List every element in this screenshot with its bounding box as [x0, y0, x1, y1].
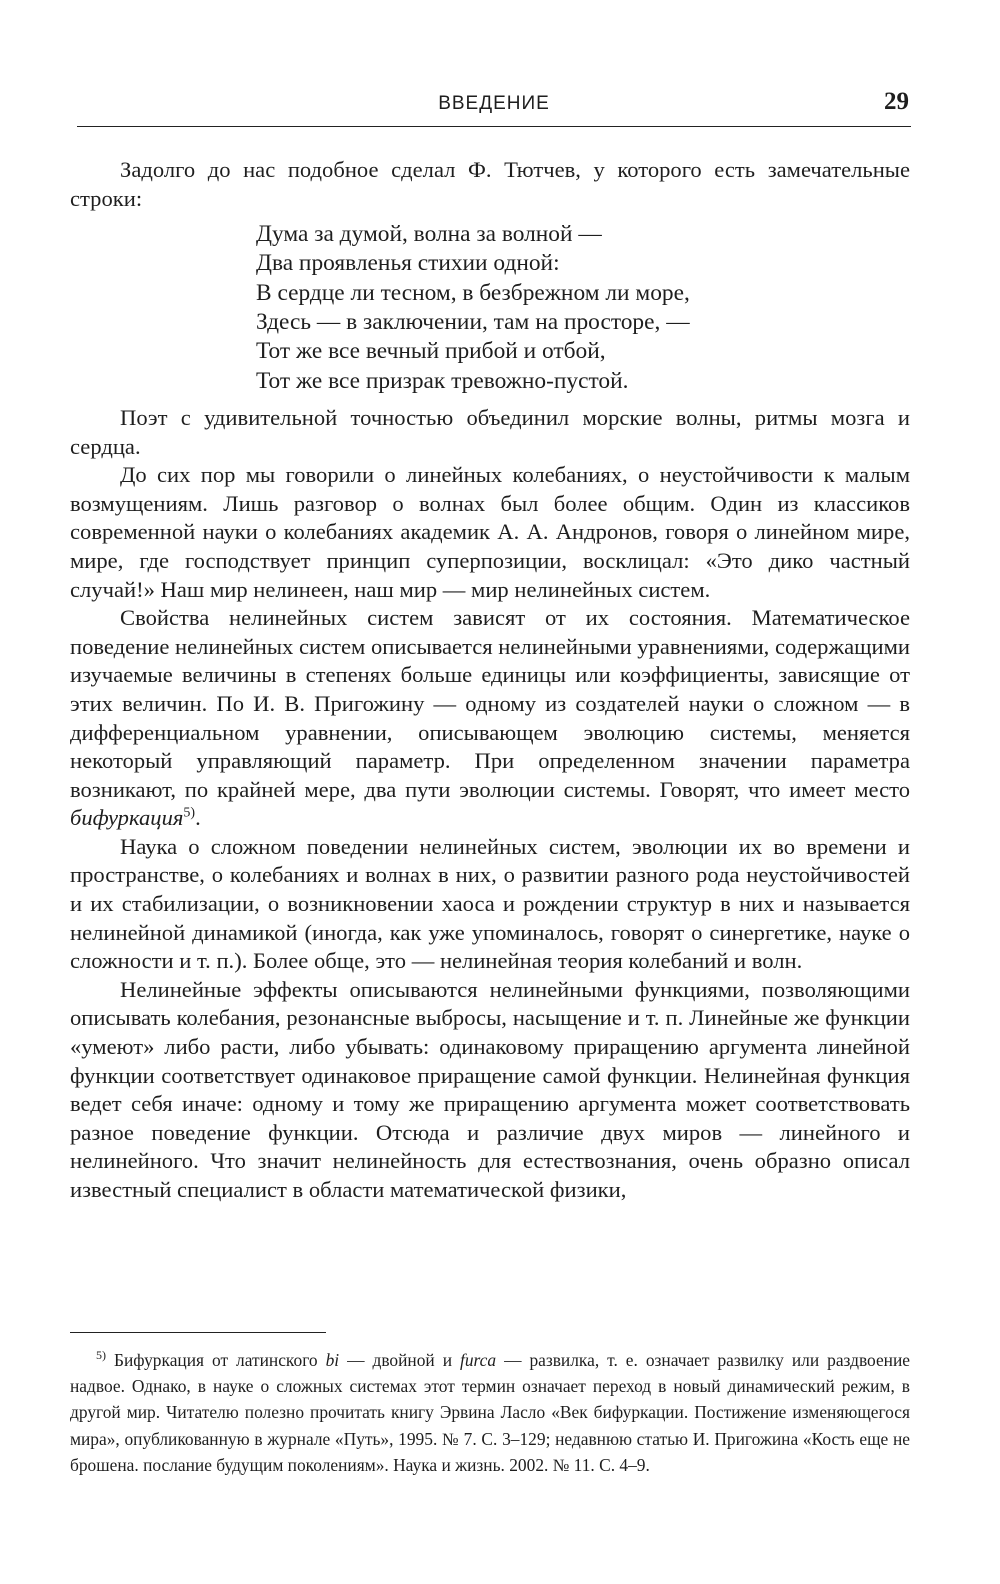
tyutchev-poem [70, 220, 910, 396]
footnote-mark: 5) [96, 1348, 106, 1363]
running-head [77, 88, 911, 127]
paragraph-bifurcation [70, 604, 910, 833]
footnote-divider [70, 1332, 326, 1333]
paragraph-poet: Поэт с удивительной точностью объединил морские волны, ритмы мозга и сердца. [70, 404, 910, 459]
sentence-end: . [195, 805, 201, 831]
latin-bi: bi [325, 1350, 340, 1370]
poem-line: В сердце ли тесном, в безбрежном ли море, [256, 279, 690, 306]
bifurcation-term: бифуркация [70, 805, 184, 831]
poem-line: Здесь — в заключении, там на просторе, — [256, 309, 690, 336]
footnote-text: Бифуркация от латинского [106, 1350, 326, 1370]
section-title: ВВЕДЕНИЕ [438, 93, 550, 114]
footnote-reference[interactable]: 5) [183, 805, 196, 821]
paragraph-nonlinear-functions: Нелинейные эффекты описываются нелинейными функциями, позволяющими описывать колебания, резонансные выбросы, насыщение и т. п. Линейные же функции «умеют» либо расти, либо убывать: одинаковому приращению аргумента линейной функции соответствует одинаковое приращение самой функции. Нелинейная функция ведет себя иначе: одному и тому же приращению аргумента может соответствовать разное поведение функции. Отсюда и различие двух миров — линейного и нелинейного. Что значит нелинейность для естествознания, очень образно описал известный специалист в области математической физики, [70, 976, 910, 1202]
paragraph-nonlinear-dynamics: Наука о сложном поведении нелинейных систем, эволюции их во времени и пространстве, о колебаниях и волнах в них, о развитии разного рода неустойчивостей и их стабилизации, о возникновении хаоса и рождении структур в них и называется нелинейной динамикой (иногда, как уже упоминалось, говорят о синергетике, науке о сложности и т. п.). Более обще, это — нелинейная теория колебаний и волн. [70, 833, 910, 974]
footnote-text: — развилка, т. е. означает развилку или раздвоение надвое. Однако, в науке о сложных системах этот термин означает переход в новый динамический режим, в другой мир. Читателю полезно прочитать книгу Эрвина Ласло «Век бифуркации. Постижение изменяющегося мира», опубликованную в журнале «Путь», 1995. № 7. С. 3–129; недавнюю статью И. Пригожина «Кость еще не брошена. послание будущим поколениям». Наука и жизнь. 2002. № 11. С. 4–9. [70, 1350, 910, 1475]
paragraph-linear-world: До сих пор мы говорили о линейных колебаниях, о неустойчивости к малым возмущениям. Лишь разговор о волнах был более общим. Один из классиков современной науки о колебаниях академик А. А. Андронов, говоря о линейном мире, мире, где господствует принцип суперпозиции, восклицал: «Это дико частный случай!» Наш мир нелинеен, наш мир — мир нелинейных систем. [70, 462, 910, 602]
poem-line: Два проявленья стихии одной: [256, 250, 560, 277]
page-number: 29 [884, 88, 909, 115]
poem-line: Тот же все призрак тревожно-пустой. [256, 367, 629, 394]
paragraph-text: Свойства нелинейных систем зависят от их состояния. Математическое поведение нелинейных систем описывается нелинейными уравнениями, содержащими изучаемые величины в степенях больше единицы или коэффициенты, зависящие от этих величин. По И. В. Пригожину — одному из создателей науки о сложном — в дифференциальном уравнении, описывающем эволюцию системы, меняется некоторый управляющий параметр. При определенном значении параметра возникают, по крайней мере, два пути эволюции системы. Говорят, что имеет место [70, 605, 910, 802]
main-text [70, 156, 910, 1205]
paragraph-intro: Задолго до нас подобное сделал Ф. Тютчев, у которого есть замечательные строки: [70, 157, 910, 211]
poem-line: Тот же все вечный прибой и отбой, [256, 338, 606, 365]
footnote [70, 1347, 910, 1478]
poem-line: Дума за думой, волна за волной — [256, 221, 602, 248]
latin-furca: furca [460, 1350, 497, 1370]
footnote-text: — двойной и [339, 1350, 460, 1370]
